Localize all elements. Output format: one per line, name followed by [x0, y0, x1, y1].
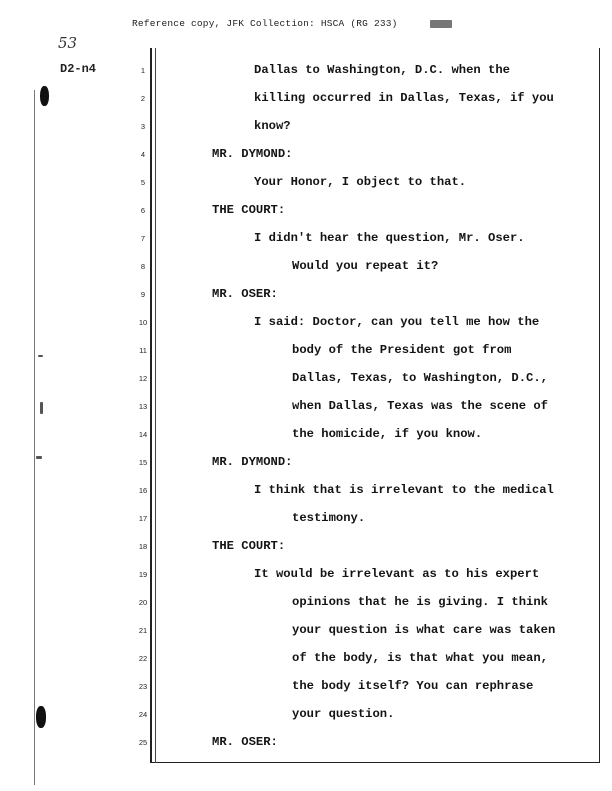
- binding-margin-line: [34, 90, 35, 785]
- line-number: 19: [138, 570, 148, 579]
- transcript-line: I said: Doctor, can you tell me how the: [254, 315, 540, 329]
- transcript-line: Dallas to Washington, D.C. when the: [254, 63, 510, 77]
- transcript-line: know?: [254, 119, 291, 133]
- line-number: 2: [140, 94, 146, 103]
- punch-hole-mark: [40, 86, 49, 106]
- speaker-label: THE COURT:: [212, 539, 286, 553]
- speaker-label: MR. OSER:: [212, 735, 278, 749]
- handwritten-page-number: 53: [58, 34, 78, 52]
- transcript-line: your question is what care was taken: [292, 623, 556, 637]
- transcript-line: the body itself? You can rephrase: [292, 679, 534, 693]
- line-number: 15: [138, 458, 148, 467]
- line-number: 14: [138, 430, 148, 439]
- transcript-line: opinions that he is giving. I think: [292, 595, 548, 609]
- line-number: 5: [140, 178, 146, 187]
- transcript-line: your question.: [292, 707, 395, 721]
- transcript-line: killing occurred in Dallas, Texas, if you: [254, 91, 554, 105]
- transcript-line: Would you repeat it?: [292, 259, 439, 273]
- transcript-line: I think that is irrelevant to the medical: [254, 483, 554, 497]
- line-number: 20: [138, 598, 148, 607]
- scan-speck: [36, 456, 42, 459]
- document-id: D2-n4: [60, 62, 97, 76]
- line-number: 23: [138, 682, 148, 691]
- line-number: 4: [140, 150, 146, 159]
- transcript-line: the homicide, if you know.: [292, 427, 483, 441]
- scan-speck: [38, 355, 43, 357]
- line-number: 12: [138, 374, 148, 383]
- speaker-label: MR. DYMOND:: [212, 455, 293, 469]
- line-number: 22: [138, 654, 148, 663]
- line-number: 17: [138, 514, 148, 523]
- line-number-rule: [155, 48, 156, 763]
- transcript-line: It would be irrelevant as to his expert: [254, 567, 540, 581]
- line-number: 13: [138, 402, 148, 411]
- line-number: 11: [139, 346, 147, 355]
- speaker-label: MR. OSER:: [212, 287, 278, 301]
- line-number: 25: [138, 738, 148, 747]
- line-number: 7: [140, 234, 146, 243]
- transcript-line: body of the President got from: [292, 343, 512, 357]
- speaker-label: THE COURT:: [212, 203, 286, 217]
- reference-header: Reference copy, JFK Collection: HSCA (RG 233): [132, 18, 398, 29]
- transcript-line: Your Honor, I object to that.: [254, 175, 467, 189]
- line-number: 16: [138, 486, 148, 495]
- speaker-label: MR. DYMOND:: [212, 147, 293, 161]
- line-number: 8: [140, 262, 146, 271]
- line-number: 6: [140, 206, 146, 215]
- transcript-line: of the body, is that what you mean,: [292, 651, 548, 665]
- line-number: 24: [138, 710, 148, 719]
- transcript-line: Dallas, Texas, to Washington, D.C.,: [292, 371, 548, 385]
- line-number: 21: [138, 626, 148, 635]
- scan-speck: [40, 402, 43, 414]
- line-number: 9: [140, 290, 146, 299]
- transcript-line: I didn't hear the question, Mr. Oser.: [254, 231, 525, 245]
- line-number: 18: [138, 542, 148, 551]
- scan-speck: [430, 20, 452, 28]
- line-number: 1: [140, 66, 146, 75]
- line-number: 10: [138, 318, 148, 327]
- transcript-line: when Dallas, Texas was the scene of: [292, 399, 548, 413]
- transcript-line: testimony.: [292, 511, 366, 525]
- line-number: 3: [140, 122, 146, 131]
- punch-hole-mark: [36, 706, 46, 728]
